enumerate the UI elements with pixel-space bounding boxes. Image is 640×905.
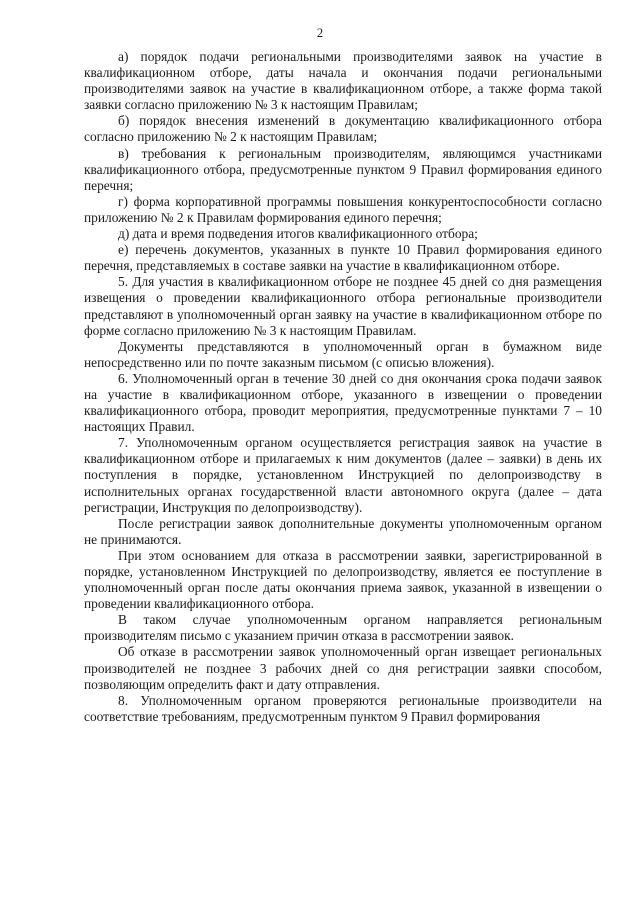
page-number: 2 <box>316 26 324 40</box>
paragraph-item-e: е) перечень документов, указанных в пункте 10 Правил формирования единого перечня, представляемых в составе заявки на участие в квалификационном отборе. <box>84 242 602 274</box>
paragraph-item-a: а) порядок подачи региональными производителями заявок на участие в квалификационном отборе, даты начала и окончания подачи региональными производителями заявок на участие в квалификационном отборе, а также форма такой заявки согласно приложению № 3 к настоящим Правилам; <box>84 49 602 113</box>
paragraph-refusal-notice: Об отказе в рассмотрении заявок уполномоченный орган извещает региональных производителей не позднее 3 рабочих дней со дня регистрации заявки способом, позволяющим определить факт и дату отправления. <box>84 644 602 692</box>
paragraph-clause-7: 7. Уполномоченным органом осуществляется регистрация заявок на участие в квалификационном отборе и прилагаемых к ним документов (далее – заявки) в день их поступления в порядке, установленном Инструкцией по делопроизводству в исполнительных органах государственной власти автономного округа (далее – дата регистрации, Инструкция по делопроизводству). <box>84 435 602 515</box>
paragraph-item-v: в) требования к региональным производителям, являющимся участниками квалификационного отбора, предусмотренные пунктом 9 Правил формирования единого перечня; <box>84 145 602 193</box>
paragraph-refusal-basis: При этом основанием для отказа в рассмотрении заявки, зарегистрированной в порядке, установленном Инструкцией по делопроизводству, является ее поступление в уполномоченный орган после даты окончания приема заявок, указанной в извещении о проведении квалификационного отбора. <box>84 547 602 612</box>
document-body <box>84 49 602 725</box>
paragraph-clause-8: 8. Уполномоченным органом проверяются региональные производители на соответствие требованиям, предусмотренным пунктом 9 Правил формирования <box>84 692 602 724</box>
paragraph-item-b: б) порядок внесения изменений в документацию квалификационного отбора согласно приложению № 2 к настоящим Правилам; <box>84 113 602 145</box>
paragraph-refusal-letter: В таком случае уполномоченным органом направляется региональным производителям письмо с указанием причин отказа в рассмотрении заявок. <box>84 612 602 644</box>
paragraph-clause-5: 5. Для участия в квалификационном отборе не позднее 45 дней со дня размещения извещения о проведении квалификационного отбора региональные производители представляют в уполномоченный орган заявку на участие в квалификационном отборе по форме согласно приложению № 3 к настоящим Правилам. <box>84 274 602 338</box>
paragraph-after-registration: После регистрации заявок дополнительные документы уполномоченным органом не принимаются. <box>84 515 602 547</box>
paragraph-item-d: д) дата и время подведения итогов квалификационного отбора; <box>118 226 478 242</box>
paragraph-item-g: г) форма корпоративной программы повышения конкурентоспособности согласно приложению № 2 к Правилам формирования единого перечня; <box>84 193 602 225</box>
paragraph-clause-6: 6. Уполномоченный орган в течение 30 дней со дня окончания срока подачи заявок на участие в квалификационном отборе, указанного в извещении о проведении квалификационного отбора, проводит мероприятия, предусмотренные пунктами 7 – 10 настоящих Правил. <box>84 370 602 435</box>
paragraph-documents-submission: Документы представляются в уполномоченный орган в бумажном виде непосредственно или по почте заказным письмом (с описью вложения). <box>84 338 602 370</box>
